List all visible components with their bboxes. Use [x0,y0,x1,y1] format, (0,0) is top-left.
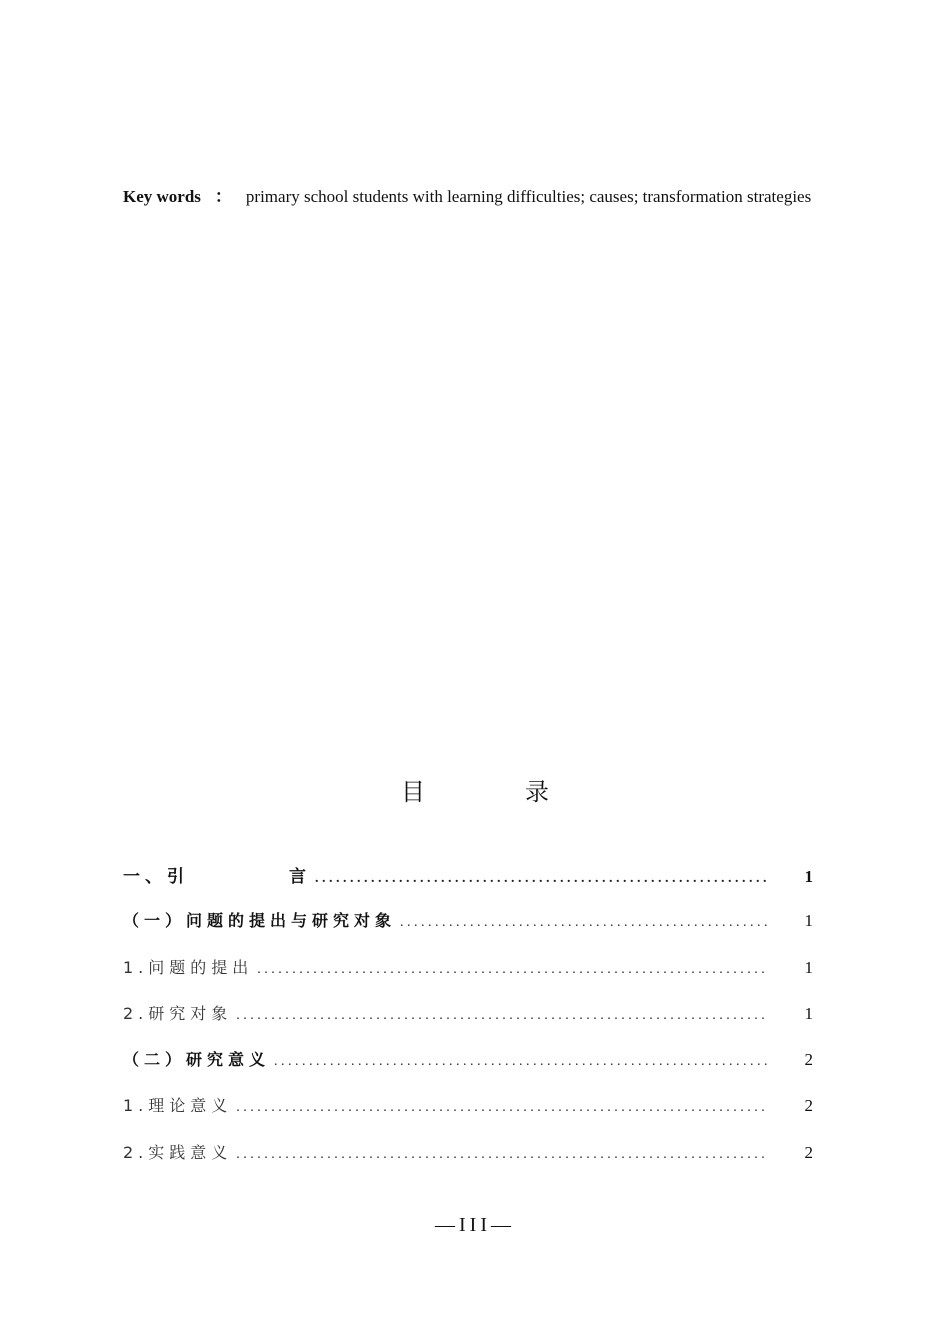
toc-entry-label: 2.实践意义 [123,1142,233,1162]
toc-page-number: 1 [804,911,813,931]
toc-page-number: 1 [804,867,813,886]
toc-entry-label: （一）问题的提出与研究对象 [123,911,397,931]
toc-leader-dots [236,1147,769,1163]
page-number-footer: —III— [435,1214,515,1236]
keywords-colon: ： [214,187,232,206]
toc-leader-dots [257,962,769,978]
toc-entry-practical-significance[interactable] [123,1140,813,1186]
toc-page-number: 2 [804,1142,813,1162]
toc-entry-prefix: 一、引 [123,867,189,887]
toc-entry-label: 1.问题的提出 [123,957,254,977]
toc-entry-theoretical-significance[interactable] [123,1093,813,1139]
toc-entry-label [123,862,311,887]
toc-entry-introduction[interactable] [123,862,813,908]
toc-entry-label: 2.研究对象 [123,1003,233,1023]
toc-page-number: 1 [804,1003,813,1023]
keywords-text: primary school students with learning difficulties; causes; transformation strategies [245,187,812,206]
toc-title [0,772,950,807]
toc-entry-problem-and-object[interactable] [123,908,813,954]
toc-leader-dots [236,1008,769,1024]
toc-entry-label: 1.理论意义 [123,1096,233,1116]
toc-entry-suffix: 言 [289,867,311,887]
keywords-paragraph [123,174,827,220]
toc-leader-dots [315,871,769,887]
toc-page-number: 2 [804,1050,813,1070]
toc-entry-problem-raised[interactable] [123,955,813,1001]
keywords-label: Key words [123,187,201,206]
toc-leader-dots [400,915,769,931]
table-of-contents [123,862,813,1186]
toc-entry-research-significance[interactable] [123,1047,813,1093]
toc-entry-research-object[interactable] [123,1001,813,1047]
toc-title-part2: 录 [525,778,549,806]
toc-leader-dots [274,1054,769,1070]
toc-entry-label: （二）研究意义 [123,1050,271,1070]
toc-page-number: 2 [804,1096,813,1116]
toc-title-part1: 目 [401,778,425,806]
toc-page-number: 1 [804,957,813,977]
toc-leader-dots [236,1100,769,1116]
